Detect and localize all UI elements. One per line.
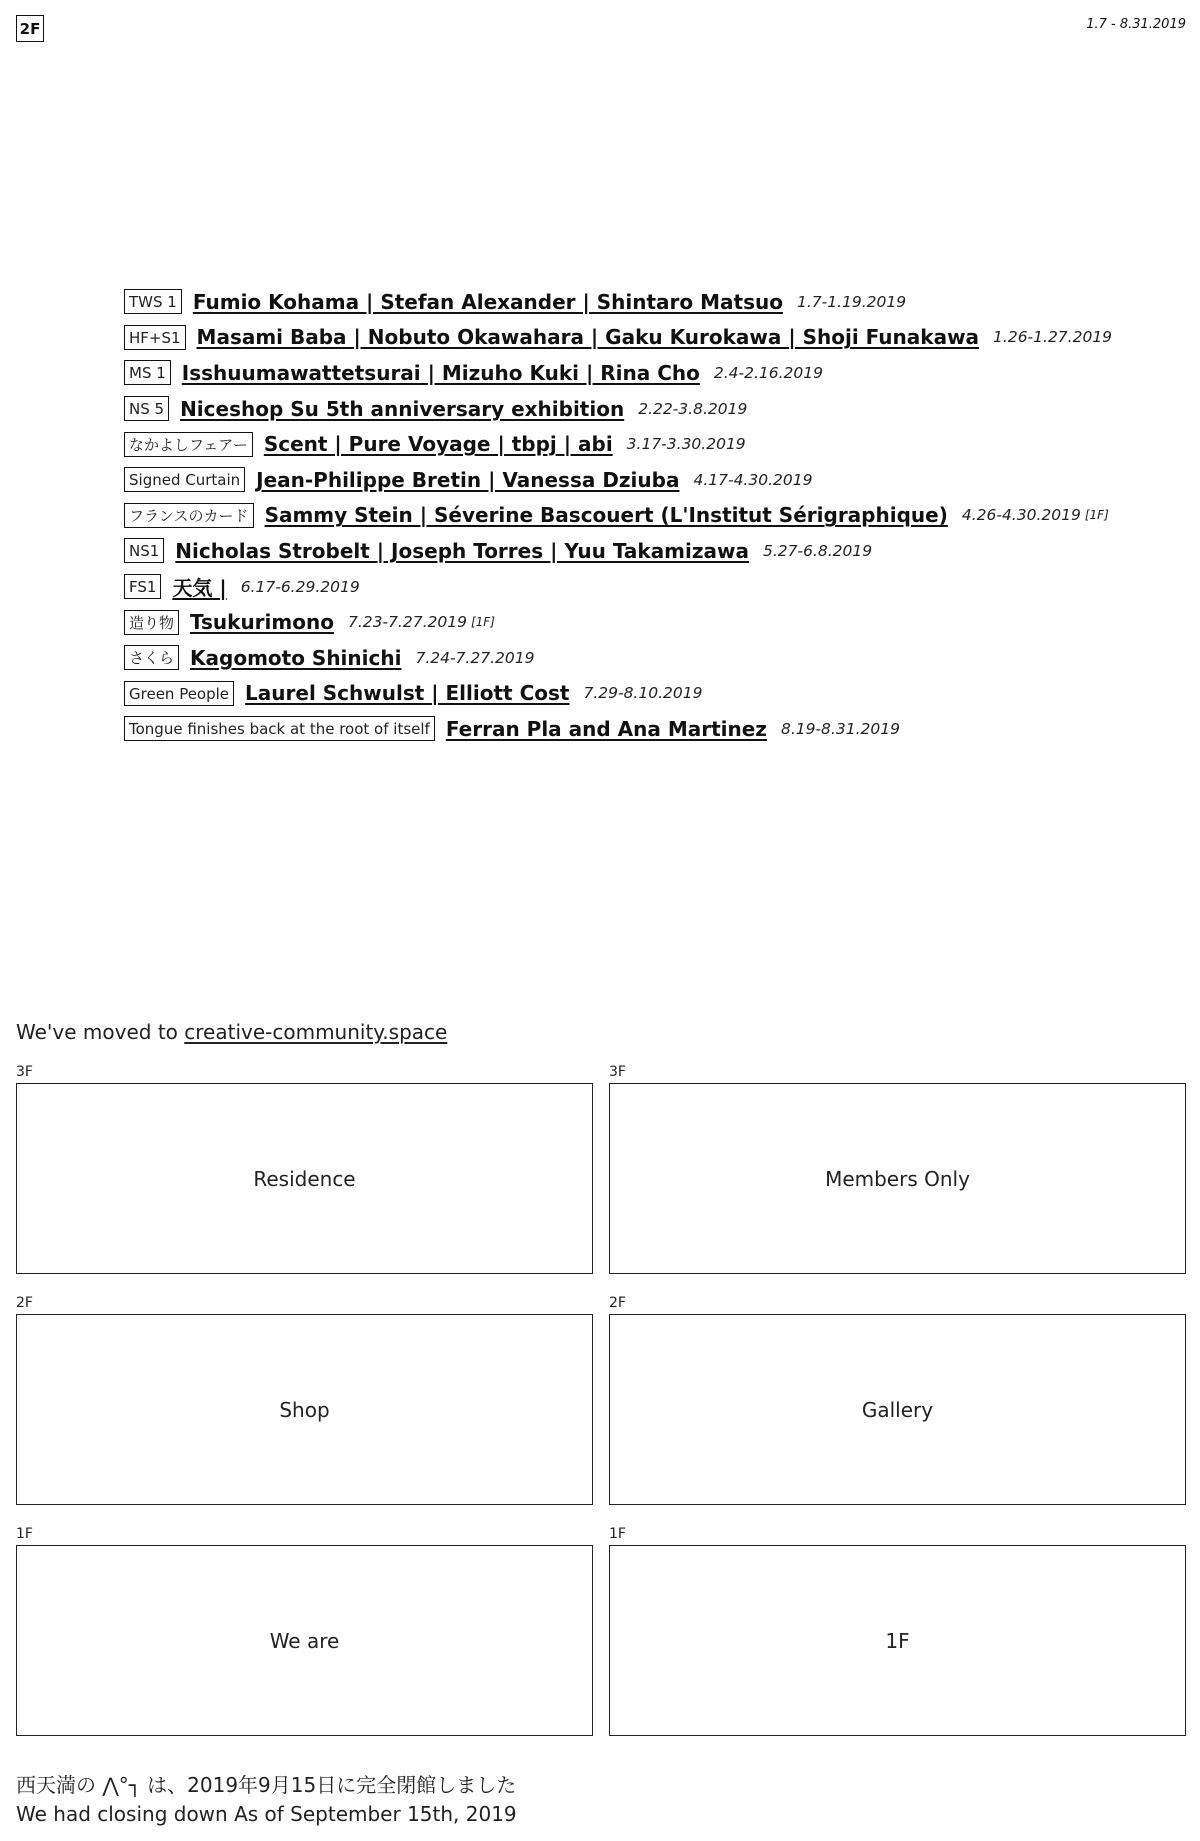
exhibition-row — [124, 462, 1174, 498]
exhibition-title-link[interactable]: Laurel Schwulst | Elliott Cost — [245, 681, 570, 706]
exhibition-list — [124, 284, 1174, 747]
exhibition-tag: さくら — [124, 645, 179, 670]
exhibition-dates: 6.17-6.29.2019 — [240, 577, 360, 596]
exhibition-row — [124, 355, 1174, 391]
floor-room-link[interactable]: Members Only — [609, 1083, 1186, 1274]
exhibition-dates: 4.26-4.30.2019 — [961, 506, 1081, 525]
exhibition-row — [124, 426, 1174, 462]
exhibition-dates: 3.17-3.30.2019 — [626, 435, 746, 454]
closing-notice — [16, 1771, 517, 1829]
floor-cell — [609, 1295, 1186, 1505]
floor-cell — [16, 1295, 593, 1505]
exhibition-tag: Signed Curtain — [124, 467, 245, 492]
exhibition-title-link[interactable]: Fumio Kohama | Stefan Alexander | Shintaro Matsuo — [192, 289, 783, 314]
exhibition-floor-note: [1F] — [470, 615, 495, 630]
exhibition-title-link[interactable]: Niceshop Su 5th anniversary exhibition — [180, 396, 625, 421]
floor-cell — [16, 1064, 593, 1274]
exhibition-tag: HF+S1 — [124, 325, 186, 350]
moved-notice — [16, 1020, 447, 1044]
exhibition-row — [124, 533, 1174, 569]
floor-label: 1F — [609, 1526, 626, 1542]
exhibition-dates: 4.17-4.30.2019 — [693, 470, 813, 489]
exhibition-dates: 1.26-1.27.2019 — [993, 328, 1113, 347]
exhibition-row — [124, 284, 1174, 320]
exhibition-tag: Tongue finishes back at the root of itself — [124, 716, 435, 741]
exhibition-title-link[interactable]: Tsukurimono — [190, 610, 334, 635]
exhibition-tag: フランスのカード — [124, 503, 254, 528]
floor-room-link[interactable]: Gallery — [609, 1314, 1186, 1505]
exhibition-dates: 8.19-8.31.2019 — [780, 719, 900, 738]
exhibition-dates: 1.7-1.19.2019 — [796, 292, 907, 311]
exhibition-dates: 7.23-7.27.2019 — [347, 613, 467, 632]
exhibition-title-link[interactable]: Masami Baba | Nobuto Okawahara | Gaku Kurokawa | Shoji Funakawa — [196, 325, 980, 350]
floor-room-link[interactable]: Shop — [16, 1314, 593, 1505]
exhibition-tag: NS1 — [124, 538, 164, 563]
floor-label: 1F — [16, 1526, 33, 1542]
floor-label: 3F — [16, 1064, 33, 1080]
floor-room-link[interactable]: 1F — [609, 1545, 1186, 1736]
floor-label: 3F — [609, 1064, 626, 1080]
exhibition-row — [124, 640, 1174, 676]
period-label: 1.7 - 8.31.2019 — [1086, 17, 1186, 32]
exhibition-row — [124, 498, 1174, 534]
floor-cell — [609, 1526, 1186, 1736]
exhibition-title-link[interactable]: Ferran Pla and Ana Martinez — [445, 716, 767, 741]
exhibition-row — [124, 391, 1174, 427]
exhibition-tag: FS1 — [124, 574, 161, 599]
exhibition-dates: 7.29-8.10.2019 — [583, 684, 703, 703]
moved-prefix: We've moved to — [16, 1020, 185, 1044]
floor-room-link[interactable]: Residence — [16, 1083, 593, 1274]
closing-notice-ja: 西天満の ⋀°┐ は、2019年9月15日に完全閉館しました — [16, 1773, 517, 1797]
closing-notice-en: We had closing down As of September 15th, 2019 — [16, 1802, 517, 1826]
exhibition-tag: MS 1 — [124, 360, 171, 385]
floor-label: 2F — [609, 1295, 626, 1311]
exhibition-tag: TWS 1 — [124, 289, 182, 314]
exhibition-row — [124, 711, 1174, 747]
exhibition-title-link[interactable]: Scent | Pure Voyage | tbpj | abi — [263, 432, 613, 457]
floor-cell — [609, 1064, 1186, 1274]
exhibition-title-link[interactable]: Isshuumawattetsurai | Mizuho Kuki | Rina Cho — [181, 360, 700, 385]
exhibition-dates: 2.22-3.8.2019 — [638, 399, 748, 418]
exhibition-title-link[interactable]: Sammy Stein | Séverine Bascouert (L'Institut Sérigraphique) — [264, 503, 948, 528]
exhibition-title-link[interactable]: Kagomoto Shinichi — [190, 645, 402, 670]
exhibition-tag: 造り物 — [124, 610, 179, 635]
exhibition-dates: 7.24-7.27.2019 — [415, 648, 535, 667]
exhibition-row — [124, 320, 1174, 356]
exhibition-tag: Green People — [124, 681, 234, 706]
floor-badge: 2F — [16, 15, 44, 42]
exhibition-tag: NS 5 — [124, 396, 169, 421]
exhibition-title-link[interactable]: 天気 | — [172, 576, 227, 601]
exhibition-dates: 5.27-6.8.2019 — [763, 541, 873, 560]
exhibition-row — [124, 676, 1174, 712]
exhibition-dates: 2.4-2.16.2019 — [713, 363, 823, 382]
exhibition-row — [124, 569, 1174, 605]
moved-link[interactable]: creative-community.space — [184, 1020, 448, 1044]
exhibition-floor-note: [1F] — [1084, 508, 1109, 523]
exhibition-tag: なかよしフェアー — [124, 432, 253, 457]
floor-cell — [16, 1526, 593, 1736]
exhibition-title-link[interactable]: Jean-Philippe Bretin | Vanessa Dziuba — [256, 467, 680, 492]
exhibition-title-link[interactable]: Nicholas Strobelt | Joseph Torres | Yuu Takamizawa — [175, 538, 749, 563]
floor-room-link[interactable]: We are — [16, 1545, 593, 1736]
floor-label: 2F — [16, 1295, 33, 1311]
exhibition-row — [124, 604, 1174, 640]
